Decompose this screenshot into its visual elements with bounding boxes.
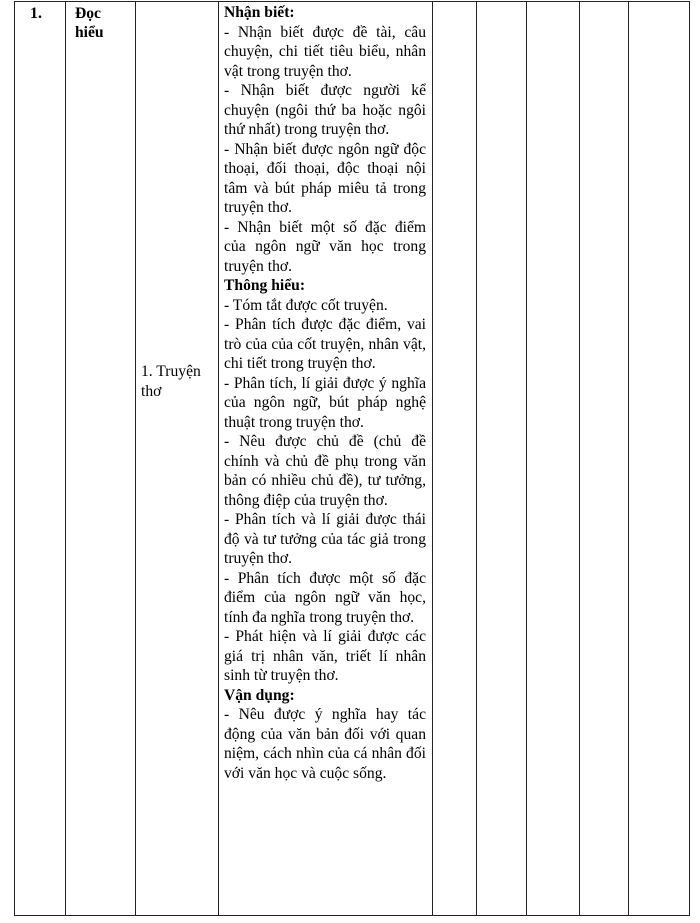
row-number: 1. [30,5,42,22]
section-name [75,4,115,42]
table-bottom-border [14,915,689,916]
content-item: - Nhận biết được ngôn ngữ độc thoại, đối thoại, độc thoại nội tâm và bút pháp miêu tả trong truyện thơ. [224,140,426,216]
content-heading: Vận dụng: [224,686,295,704]
unit-name [141,362,217,402]
content-item: - Nêu được chủ đề (chủ đề chính và chủ đề phụ trong văn bản có nhiều chủ đề), tư tưởng, thông điệp của truyện thơ. [224,433,426,509]
content-item: - Phân tích được một số đặc điểm của ngôn ngữ văn học, tính đa nghĩa trong truyện thơ. [224,569,426,626]
content-item: - Phân tích, lí giải được ý nghĩa của ngôn ngữ, bút pháp nghệ thuật trong truyện thơ. [224,374,426,431]
empty-cell-5 [629,2,689,915]
col-border-1 [65,1,66,916]
content-heading: Thông hiểu: [224,277,306,294]
col-border-0 [14,1,15,916]
empty-cell-2 [477,2,526,915]
content-item: - Nhận biết được đề tài, câu chuyện, chi tiết tiêu biểu, nhân vật trong truyện thơ. [224,23,426,80]
requirements-content [219,3,432,783]
content-item: - Nhận biết được người kể chuyện (ngôi thứ ba hoặc ngôi thứ nhất) trong truyện thơ. [224,82,426,138]
content-item: - Nêu được ý nghĩa hay tác động của văn bản đối với quan niệm, cách nhìn của cá nhân đối với văn học và cuộc sống. [224,706,426,782]
content-item: - Phát hiện và lí giải được các giá trị nhân văn, triết lí nhân sinh từ truyện thơ. [224,628,426,684]
unit-label: 1. Truyện thơ [141,363,201,400]
content-heading: Nhận biết: [224,4,295,21]
content-item: - Phân tích và lí giải được thái độ và tư tưởng của tác giả trong truyện thơ. [224,511,426,567]
content-item: - Tóm tắt được cốt truyện. [224,296,388,314]
empty-cell-1 [433,2,476,915]
col-border-2 [135,1,136,916]
empty-cell-3 [527,2,579,915]
col-border-9 [689,1,690,916]
empty-cell-4 [580,2,628,915]
content-item: - Phân tích được đặc điểm, vai trò của của cốt truyện, nhân vật, chi tiết trong truyện thơ. [224,316,426,372]
content-item: - Nhận biết một số đặc điểm của ngôn ngữ văn học trong truyện thơ. [224,218,426,275]
section-label: Đọc hiểu [75,5,104,41]
